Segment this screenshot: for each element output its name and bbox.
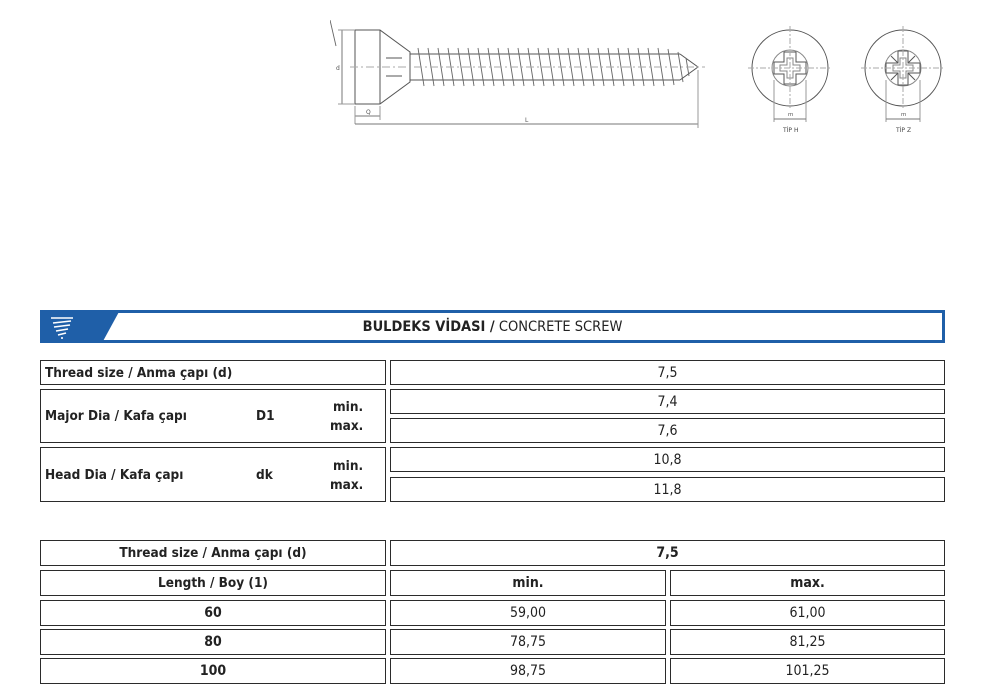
type-z-label: TİP Z <box>896 127 912 134</box>
row-min-value: 59,00 <box>509 605 547 621</box>
thread-size-label: Thread size / Anma çapı (d) <box>45 364 233 381</box>
major-dia-max-cell <box>390 418 945 443</box>
major-dia-symbol: D1 <box>256 408 275 424</box>
head-view-type-z <box>858 20 948 140</box>
t2-length-header: Length / Boy (1) <box>158 575 268 591</box>
type-h-m-label: m <box>788 112 794 118</box>
table-row-length <box>40 658 386 684</box>
table-row-min <box>390 600 666 626</box>
thread-size-value-cell <box>390 360 945 385</box>
row-length-value: 100 <box>199 663 227 679</box>
screw-side-view-drawing <box>330 20 710 135</box>
title-banner <box>40 310 945 343</box>
table-row-max <box>670 600 945 626</box>
major-dia-min-value: 7,4 <box>657 393 678 410</box>
thread-size-value: 7,5 <box>657 364 678 381</box>
major-dia-max-label: max. <box>330 418 364 434</box>
dim-l-label: L <box>525 117 529 124</box>
t2-min-header-cell <box>390 570 666 596</box>
t2-thread-label-cell <box>40 540 386 566</box>
table-row-min <box>390 658 666 684</box>
t2-length-header-cell <box>40 570 386 596</box>
head-dia-min-label: min. <box>333 458 364 474</box>
row-length-value: 60 <box>204 605 222 621</box>
row-max-value: 101,25 <box>785 663 830 679</box>
table-row-max <box>670 658 945 684</box>
type-h-label: TİP H <box>783 127 799 134</box>
row-length-value: 80 <box>204 634 222 650</box>
dim-d-label: d <box>336 65 340 72</box>
t2-max-header: max. <box>790 575 825 591</box>
major-dia-label: Major Dia / Kafa çapı <box>45 408 187 424</box>
type-z-m-label: m <box>901 112 907 118</box>
head-dia-min-cell <box>390 447 945 472</box>
major-dia-max-value: 7,6 <box>657 422 678 439</box>
thread-size-label-cell <box>40 360 386 385</box>
t2-min-header: min. <box>512 575 544 591</box>
table-row-max <box>670 629 945 655</box>
row-min-value: 98,75 <box>509 663 547 679</box>
table-row-length <box>40 629 386 655</box>
head-dia-max-label: max. <box>330 477 364 493</box>
head-view-type-h <box>745 20 835 140</box>
t2-max-header-cell <box>670 570 945 596</box>
head-dia-min-value: 10,8 <box>653 451 682 468</box>
banner-title-bold: BULDEKS VİDASI / <box>362 318 495 335</box>
row-min-value: 78,75 <box>509 634 547 650</box>
dim-q-label: Q <box>366 109 371 116</box>
head-dia-max-cell <box>390 477 945 502</box>
banner-title-normal: CONCRETE SCREW <box>494 318 623 335</box>
row-max-value: 81,25 <box>789 634 826 650</box>
head-dia-max-value: 11,8 <box>653 481 682 498</box>
head-dia-symbol: dk <box>256 467 273 483</box>
table-row-min <box>390 629 666 655</box>
head-dia-label: Head Dia / Kafa çapı <box>45 467 184 483</box>
t2-thread-label: Thread size / Anma çapı (d) <box>119 545 307 561</box>
table-row-length <box>40 600 386 626</box>
major-dia-min-cell <box>390 389 945 414</box>
t2-thread-value: 7,5 <box>656 545 679 561</box>
major-dia-min-label: min. <box>333 399 364 415</box>
t2-thread-value-cell <box>390 540 945 566</box>
row-max-value: 61,00 <box>789 605 826 621</box>
